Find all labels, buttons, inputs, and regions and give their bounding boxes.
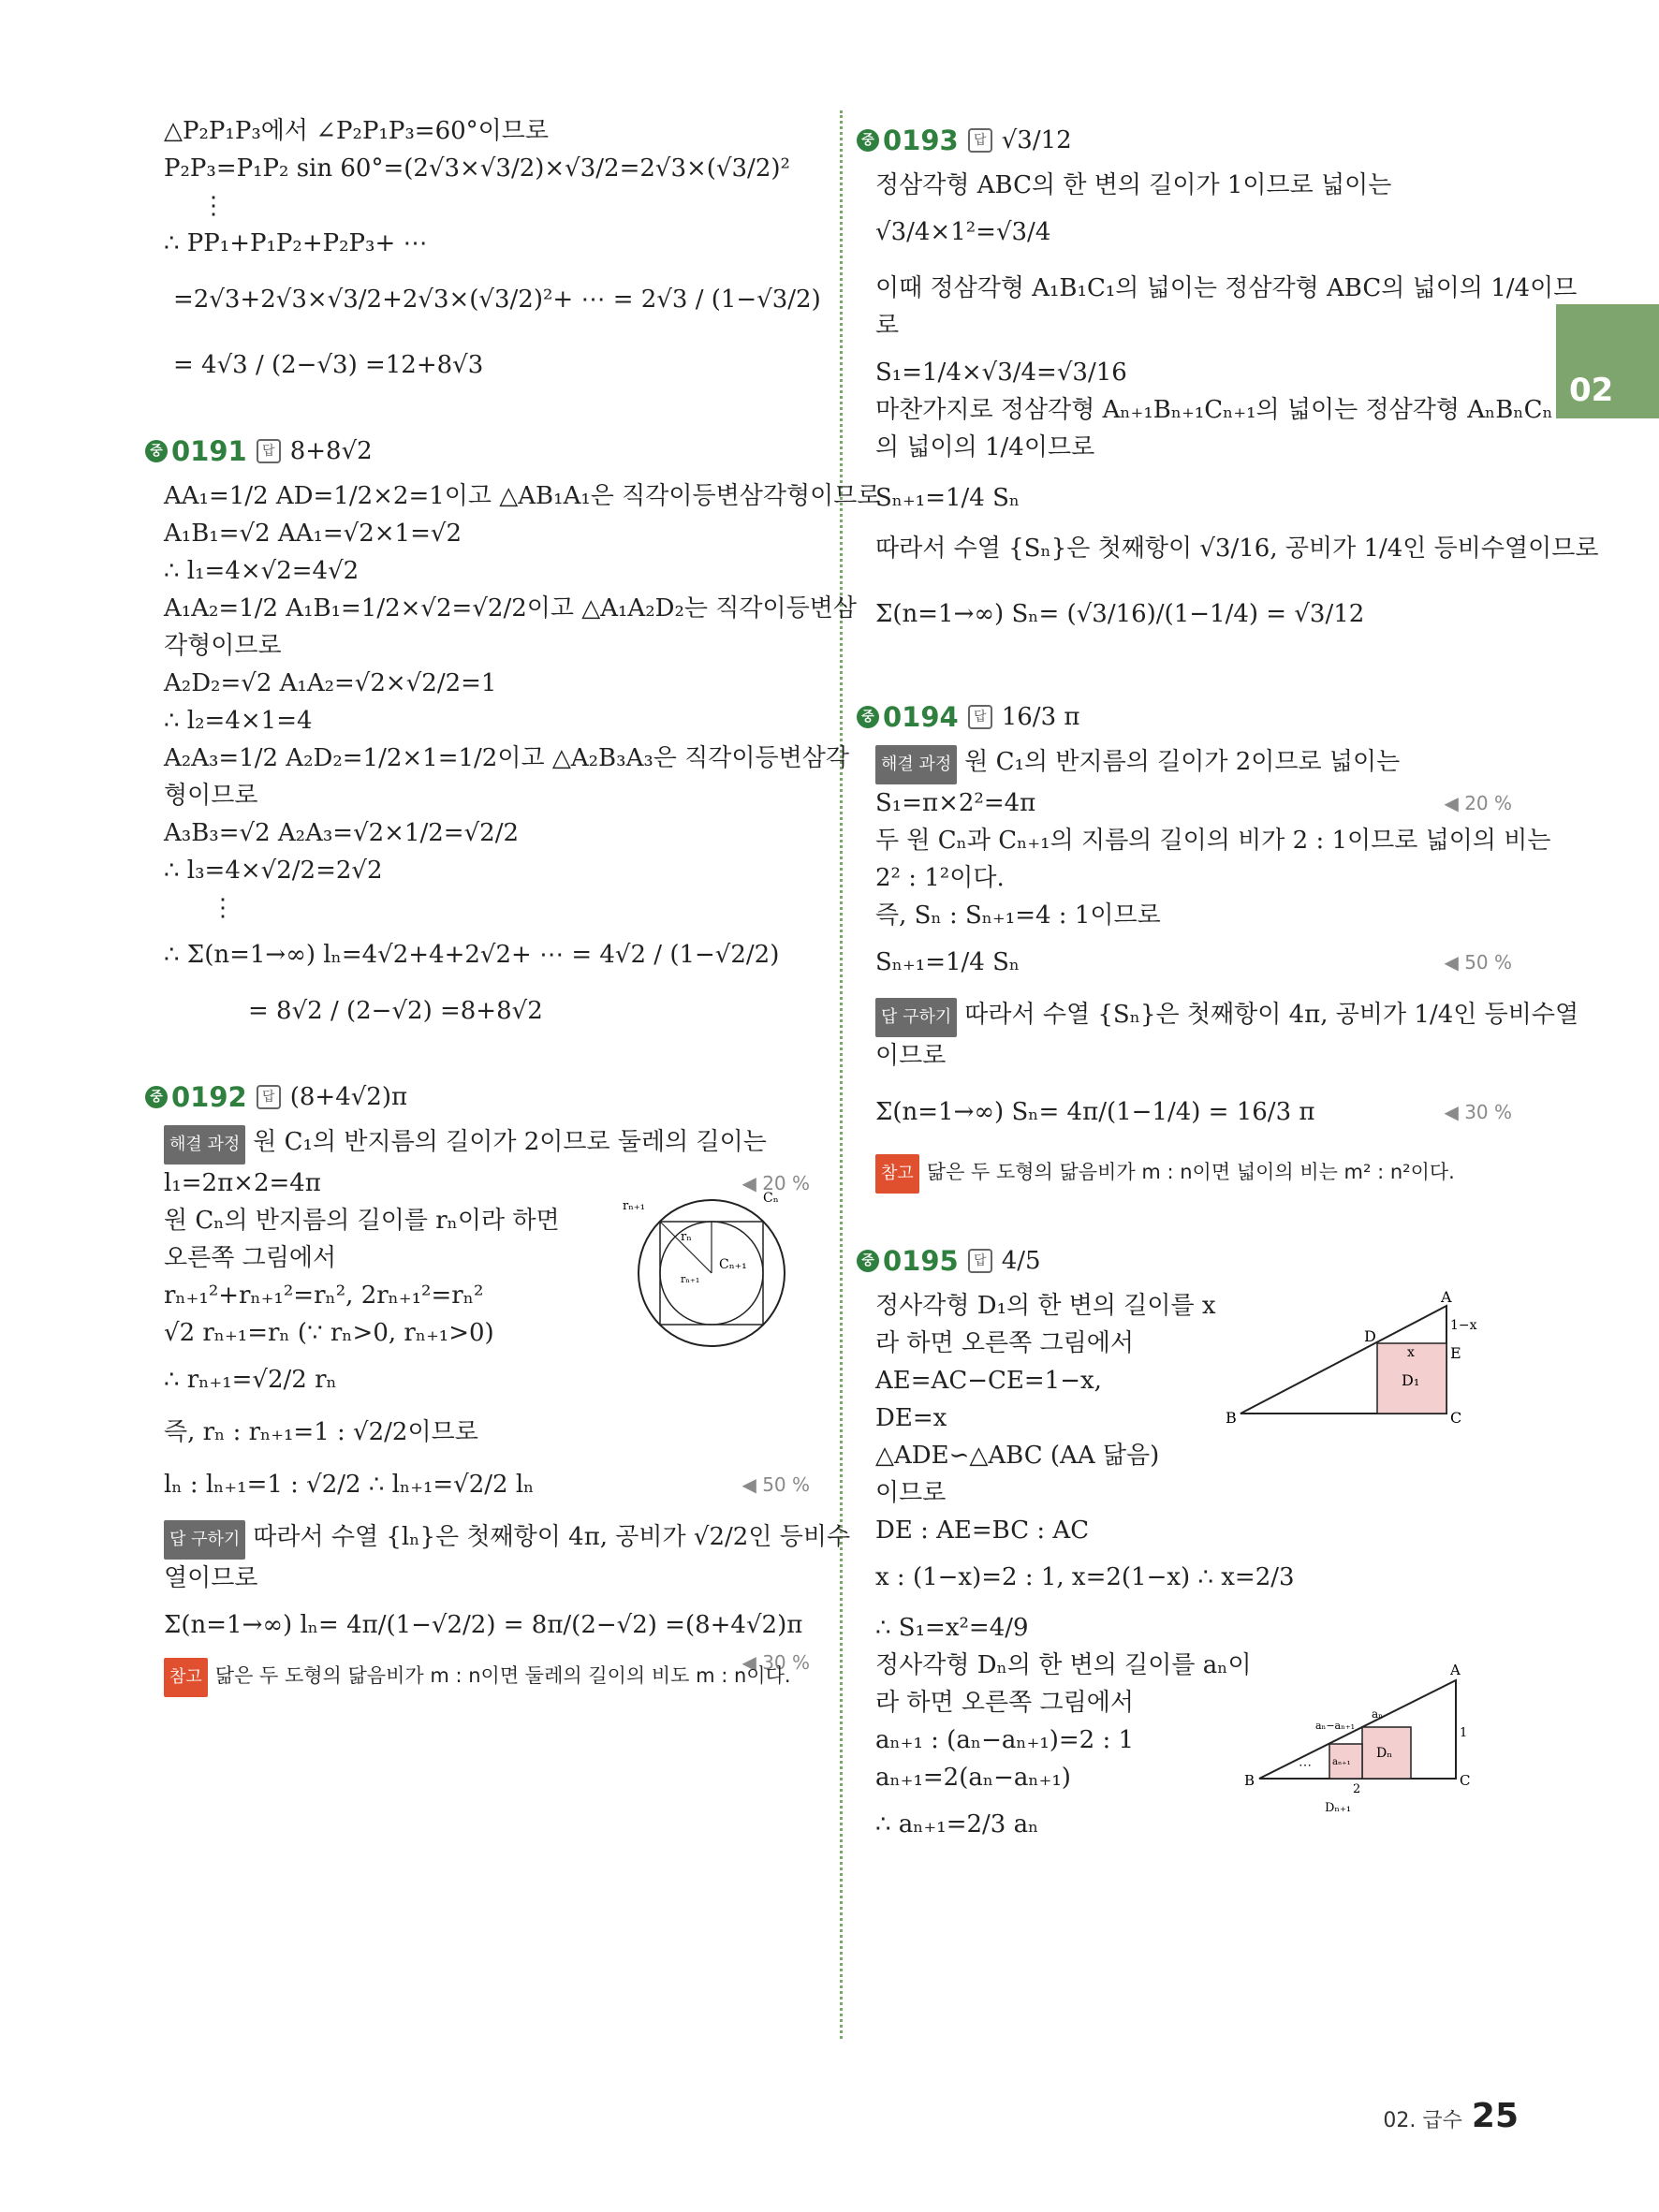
triangle-figure-1 bbox=[1222, 1287, 1477, 1428]
fig-label: D₁ bbox=[1402, 1371, 1420, 1389]
step-tag: 답 구하기 bbox=[164, 1520, 245, 1560]
fig-label: Dₙ₊₁ bbox=[1325, 1801, 1352, 1815]
answer-value: 16/3 π bbox=[1001, 703, 1080, 731]
page-number: 25 bbox=[1471, 2097, 1519, 2135]
problem-number: 중 0194 bbox=[857, 701, 959, 733]
problem-header-0194 bbox=[857, 698, 1521, 736]
solution-line: 두 원 Cₙ과 Cₙ₊₁의 지름의 길이의 비가 2 : 1이므로 넓이의 비는 bbox=[875, 827, 1551, 855]
fig-label: E bbox=[1450, 1344, 1461, 1362]
solution-line: Σ(n=1→∞) lₙ= 4π/(1−√2/2) = 8π/(2−√2) =(8+4√2)π ◀ 30 % bbox=[164, 1606, 819, 1644]
solution-line: Σ(n=1→∞) Sₙ= 4π/(1−1/4) = 16/3 π ◀ 30 % bbox=[875, 1093, 1521, 1131]
fig-label: ⋯ bbox=[1299, 1758, 1312, 1773]
solution-line: S₁=1/4×√3/4=√3/16 bbox=[875, 359, 1127, 387]
solution-0195 bbox=[875, 1287, 1521, 1843]
score-percent: ◀ 30 % bbox=[1444, 1093, 1512, 1131]
solution-line: = 8√2 / (2−√2) =8+8√2 bbox=[248, 997, 543, 1025]
problem-header-0191 bbox=[145, 432, 819, 470]
fig-label: rₙ₊₁ bbox=[681, 1273, 700, 1285]
solution-line: 정사각형 Dₙ의 한 변의 길이를 aₙ이 bbox=[875, 1651, 1252, 1679]
solution-line: 2² : 1²이다. bbox=[875, 864, 1005, 892]
solution-line: 답 구하기 따라서 수열 {lₙ}은 첫째항이 4π, 공비가 √2/2인 등비수 bbox=[164, 1518, 819, 1560]
solution-line: 의 넓이의 1/4이므로 bbox=[875, 433, 1095, 461]
solution-0194 bbox=[875, 743, 1579, 1194]
solution-line: √2 rₙ₊₁=rₙ (∵ rₙ>0, rₙ₊₁>0) bbox=[164, 1319, 494, 1347]
solution-line: A₁B₁=√2 AA₁=√2×1=√2 bbox=[164, 520, 462, 548]
solution-line: Sₙ₊₁=1/4 Sₙ bbox=[875, 484, 1020, 512]
answer-value: √3/12 bbox=[1001, 126, 1072, 154]
fig-label: aₙ₊₁ bbox=[1332, 1757, 1351, 1767]
score-percent: ◀ 50 % bbox=[1444, 944, 1512, 981]
solution-line: DE=x bbox=[875, 1404, 947, 1432]
solution-line: Sₙ₊₁=1/4 Sₙ ◀ 50 % bbox=[875, 944, 1521, 981]
step-tag: 답 구하기 bbox=[875, 998, 957, 1037]
answer-icon: 답 bbox=[968, 128, 992, 153]
solution-line: AA₁=1/2 AD=1/2×2=1이고 △AB₁A₁은 직각이등변삼각형이므로 bbox=[164, 482, 881, 510]
solution-line: aₙ₊₁=2(aₙ−aₙ₊₁) bbox=[875, 1764, 1071, 1792]
solution-0191 bbox=[164, 477, 881, 1030]
intro-line: P₂P₃=P₁P₂ sin 60°=(2√3×√3/2)×√3/2=2√3×(√3/2)² bbox=[164, 154, 790, 183]
intro-line: ∴ PP₁+P₁P₂+P₂P₃+ ⋯ bbox=[164, 229, 428, 257]
fig-label: 2 bbox=[1353, 1782, 1361, 1796]
step-tag: 해결 과정 bbox=[164, 1125, 245, 1165]
solution-line: aₙ₊₁ : (aₙ−aₙ₊₁)=2 : 1 bbox=[875, 1726, 1135, 1754]
problem-number: 중 0193 bbox=[857, 125, 959, 156]
grade-badge-icon: 중 bbox=[857, 706, 879, 728]
solution-0192 bbox=[164, 1123, 851, 1697]
solution-line: 형이므로 bbox=[164, 782, 258, 810]
problem-number: 중 0192 bbox=[145, 1081, 247, 1113]
solution-line: ∴ S₁=x²=4/9 bbox=[875, 1614, 1029, 1642]
solution-line: 오른쪽 그림에서 bbox=[164, 1244, 337, 1272]
note-line: 참고 닮은 두 도형의 닮음비가 m : n이면 둘레의 길이의 비도 m : n이다. bbox=[164, 1657, 819, 1697]
fig-label: rₙ bbox=[681, 1230, 692, 1244]
score-percent: ◀ 20 % bbox=[741, 1165, 810, 1202]
solution-line: 정삼각형 ABC의 한 변의 길이가 1이므로 넓이는 bbox=[875, 171, 1392, 199]
score-percent: ◀ 30 % bbox=[741, 1644, 810, 1681]
fig-label: A bbox=[1450, 1662, 1461, 1678]
solution-line: 로 bbox=[875, 312, 900, 340]
chapter-tab[interactable] bbox=[1556, 304, 1659, 418]
problem-header-0192 bbox=[145, 1078, 819, 1116]
fig-label: A bbox=[1441, 1288, 1452, 1306]
solution-line: 이때 정삼각형 A₁B₁C₁의 넓이는 정삼각형 ABC의 넓이의 1/4이므 bbox=[875, 274, 1578, 302]
solution-line: 이므로 bbox=[875, 1479, 947, 1507]
fig-label: D bbox=[1364, 1327, 1376, 1345]
solution-line: lₙ : lₙ₊₁=1 : √2/2 ∴ lₙ₊₁=√2/2 lₙ ◀ 50 % bbox=[164, 1466, 819, 1503]
intro-line: =2√3+2√3×√3/2+2√3×(√3/2)²+ ⋯ = 2√3 / (1−√3/2) bbox=[173, 286, 821, 314]
solution-line: ∴ l₃=4×√2/2=2√2 bbox=[164, 857, 383, 885]
solution-line: ∴ Σ(n=1→∞) lₙ=4√2+4+2√2+ ⋯ = 4√2 / (1−√2/2) bbox=[164, 941, 780, 969]
solution-line: 열이므로 bbox=[164, 1564, 258, 1592]
grade-badge-icon: 중 bbox=[857, 1250, 879, 1272]
grade-badge-icon: 중 bbox=[857, 129, 879, 152]
fig-label: Cₙ bbox=[763, 1191, 779, 1206]
solution-line: 라 하면 오른쪽 그림에서 bbox=[875, 1689, 1134, 1717]
chapter-tab-label: 02 bbox=[1569, 372, 1614, 409]
solution-line: 따라서 수열 {Sₙ}은 첫째항이 √3/16, 공비가 1/4인 등비수열이므로 bbox=[875, 535, 1599, 563]
step-tag: 해결 과정 bbox=[875, 745, 957, 784]
solution-line: √3/4×1²=√3/4 bbox=[875, 218, 1051, 246]
note-tag: 참고 bbox=[875, 1154, 919, 1194]
solution-line: ∴ aₙ₊₁=2/3 aₙ bbox=[875, 1810, 1039, 1838]
solution-line: S₁=π×2²=4π ◀ 20 % bbox=[875, 784, 1521, 822]
fig-label: x bbox=[1407, 1345, 1415, 1360]
problem-number: 중 0191 bbox=[145, 435, 247, 467]
score-percent: ◀ 50 % bbox=[741, 1466, 810, 1503]
page-footer bbox=[1383, 2097, 1519, 2135]
intro-line: △P₂P₁P₃에서 ∠P₂P₁P₃=60°이므로 bbox=[164, 117, 549, 145]
answer-icon: 답 bbox=[968, 705, 992, 729]
solution-line: 원 Cₙ의 반지름의 길이를 rₙ이라 하면 bbox=[164, 1207, 560, 1235]
fig-label: Dₙ bbox=[1376, 1746, 1393, 1761]
solution-line: 즉, Sₙ : Sₙ₊₁=4 : 1이므로 bbox=[875, 901, 1161, 930]
solution-line: A₂D₂=√2 A₁A₂=√2×√2/2=1 bbox=[164, 669, 497, 697]
solution-line: A₃B₃=√2 A₂A₃=√2×1/2=√2/2 bbox=[164, 819, 520, 847]
solution-line: 해결 과정 원 C₁의 반지름의 길이가 2이므로 넓이는 bbox=[875, 743, 1521, 784]
solution-line: x : (1−x)=2 : 1, x=2(1−x) ∴ x=2/3 bbox=[875, 1563, 1295, 1591]
fig-label: aₙ−aₙ₊₁ bbox=[1315, 1720, 1356, 1732]
problem-header-0193 bbox=[857, 122, 1521, 159]
answer-icon: 답 bbox=[968, 1249, 992, 1273]
fig-label: aₙ bbox=[1372, 1707, 1384, 1721]
fig-label: 1 bbox=[1460, 1726, 1468, 1740]
solution-line: 이므로 bbox=[875, 1042, 947, 1070]
intro-line: ⋮ bbox=[201, 192, 226, 220]
answer-icon: 답 bbox=[257, 1085, 281, 1109]
solution-line: ∴ l₂=4×1=4 bbox=[164, 707, 313, 735]
column-divider bbox=[840, 110, 843, 2039]
solution-line: AE=AC−CE=1−x, bbox=[875, 1367, 1102, 1395]
solution-line: 마찬가지로 정삼각형 Aₙ₊₁Bₙ₊₁Cₙ₊₁의 넓이는 정삼각형 AₙBₙCₙ bbox=[875, 396, 1553, 424]
note-line: 참고 닮은 두 도형의 닮음비가 m : n이면 넓이의 비는 m² : n²이다. bbox=[875, 1153, 1521, 1194]
solution-line: 정사각형 D₁의 한 변의 길이를 x bbox=[875, 1292, 1216, 1320]
fig-label: Cₙ₊₁ bbox=[719, 1257, 747, 1272]
solution-line: ⋮ bbox=[211, 894, 235, 922]
intro-block bbox=[164, 112, 819, 384]
intro-line: = 4√3 / (2−√3) =12+8√3 bbox=[173, 351, 484, 379]
solution-line: A₂A₃=1/2 A₂D₂=1/2×1=1/2이고 △A₂B₃A₃은 직각이등변삼각 bbox=[164, 744, 849, 772]
grade-badge-icon: 중 bbox=[145, 440, 168, 462]
fig-label: C bbox=[1450, 1409, 1462, 1427]
grade-badge-icon: 중 bbox=[145, 1086, 168, 1108]
solution-line: Σ(n=1→∞) Sₙ= (√3/16)/(1−1/4) = √3/12 bbox=[875, 600, 1365, 628]
solution-line: 라 하면 오른쪽 그림에서 bbox=[875, 1329, 1134, 1357]
solution-line: 각형이므로 bbox=[164, 632, 282, 660]
answer-icon: 답 bbox=[257, 439, 281, 463]
fig-label: rₙ₊₁ bbox=[623, 1199, 645, 1213]
fig-label: B bbox=[1244, 1772, 1255, 1789]
footer-section: 02. 급수 bbox=[1383, 2109, 1462, 2132]
solution-line: ∴ rₙ₊₁=√2/2 rₙ bbox=[164, 1366, 337, 1394]
score-percent: ◀ 20 % bbox=[1444, 784, 1512, 822]
note-tag: 참고 bbox=[164, 1658, 208, 1697]
fig-label: B bbox=[1226, 1409, 1237, 1427]
solution-line: A₁A₂=1/2 A₁B₁=1/2×√2=√2/2이고 △A₁A₂D₂는 직각이등변삼 bbox=[164, 594, 857, 623]
solution-line: DE : AE=BC : AC bbox=[875, 1516, 1090, 1545]
solution-line: l₁=2π×2=4π ◀ 20 % bbox=[164, 1165, 819, 1202]
solution-line: △ADE∽△ABC (AA 닮음) bbox=[875, 1442, 1160, 1470]
solution-line: 답 구하기 따라서 수열 {Sₙ}은 첫째항이 4π, 공비가 1/4인 등비수열 bbox=[875, 996, 1521, 1037]
problem-header-0195 bbox=[857, 1242, 1521, 1280]
answer-value: 4/5 bbox=[1001, 1247, 1041, 1275]
nested-circles-figure bbox=[623, 1189, 800, 1348]
answer-value: 8+8√2 bbox=[289, 437, 373, 465]
solution-line: 즉, rₙ : rₙ₊₁=1 : √2/2이므로 bbox=[164, 1418, 478, 1446]
left-column bbox=[150, 112, 881, 1697]
solution-line: 해결 과정 원 C₁의 반지름의 길이가 2이므로 둘레의 길이는 bbox=[164, 1123, 819, 1165]
fig-label: 1−x bbox=[1450, 1318, 1477, 1333]
solution-line: rₙ₊₁²+rₙ₊₁²=rₙ², 2rₙ₊₁²=rₙ² bbox=[164, 1282, 484, 1310]
problem-number: 중 0195 bbox=[857, 1245, 959, 1277]
answer-value: (8+4√2)π bbox=[289, 1083, 408, 1111]
triangle-figure-2 bbox=[1241, 1662, 1475, 1821]
solution-line: ∴ l₁=4×√2=4√2 bbox=[164, 557, 360, 585]
fig-label: C bbox=[1460, 1772, 1471, 1789]
